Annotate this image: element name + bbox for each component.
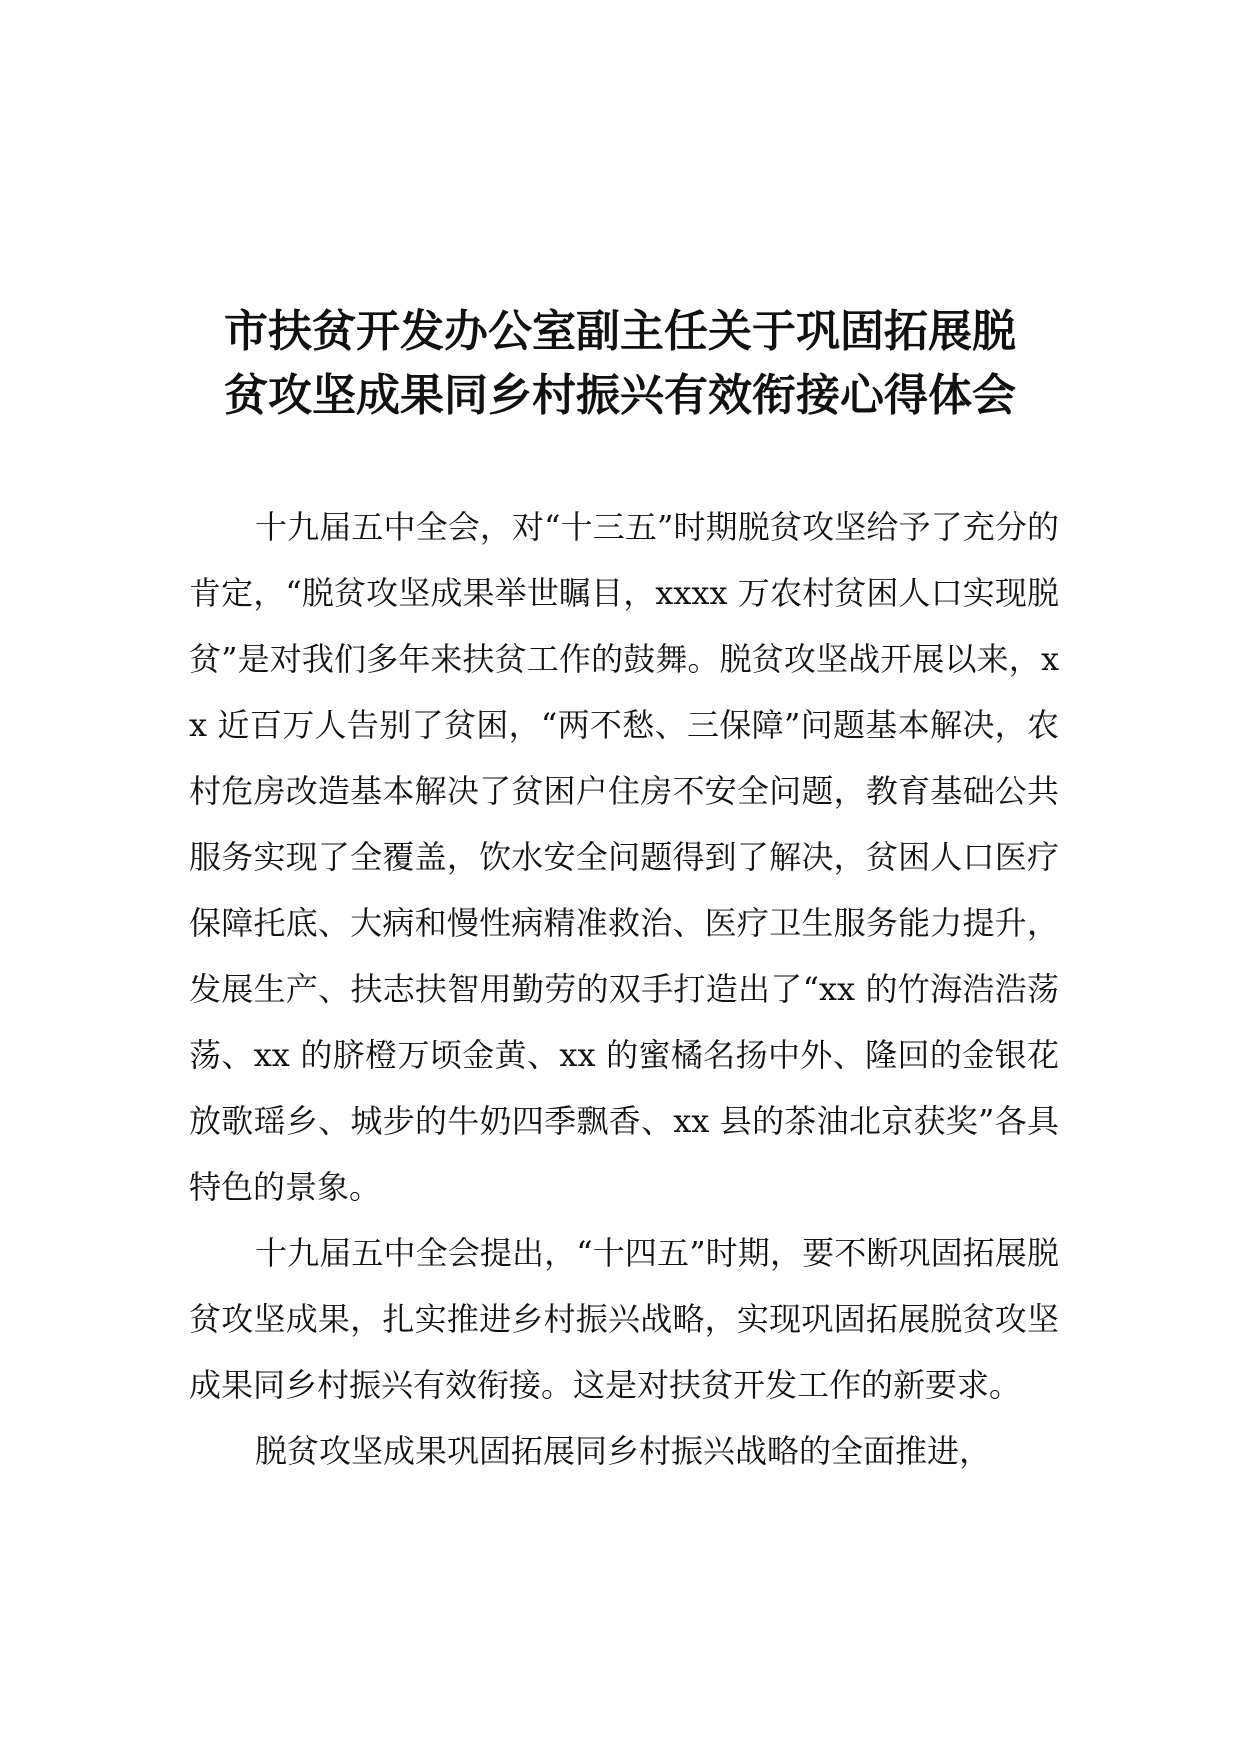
paragraph-2: 十九届五中全会提出，“十四五”时期，要不断巩固拓展脱贫攻坚成果，扎实推进乡村振兴战略，实现巩固拓展脱贫攻坚成果同乡村振兴有效衔接。这是对扶贫开发工作的新要求。 [189,1234,1059,1404]
document-body [189,494,1059,1484]
paragraph-1: 十九届五中全会，对“十三五”时期脱贫攻坚给予了充分的肯定，“脱贫攻坚成果举世瞩目，xxxx 万农村贫困人口实现脱贫”是对我们多年来扶贫工作的鼓舞。脱贫攻坚战开展以来，xx 近百万人告别了贫困，“两不愁、三保障”问题基本解决，农村危房改造基本解决了贫困户住房不安全问题，教育基础公共服务实现了全覆盖，饮水安全问题得到了解决，贫困人口医疗保障托底、大病和慢性病精准救治、医疗卫生服务能力提升，发展生产、扶志扶智用勤劳的双手打造出了“xx 的竹海浩浩荡荡、xx 的脐橙万顷金黄、xx 的蜜橘名扬中外、隆回的金银花放歌瑶乡、城步的牛奶四季飘香、xx 县的茶油北京获奖”各具特色的景象。 [189,508,1059,1206]
title-line-2: 贫攻坚成果同乡村振兴有效衔接心得体会 [224,370,1016,421]
document-title [150,300,1090,428]
title-line-1: 市扶贫开发办公室副主任关于巩固拓展脱 [224,306,1016,357]
paragraph-3: 脱贫攻坚成果巩固拓展同乡村振兴战略的全面推进， [255,1432,992,1470]
